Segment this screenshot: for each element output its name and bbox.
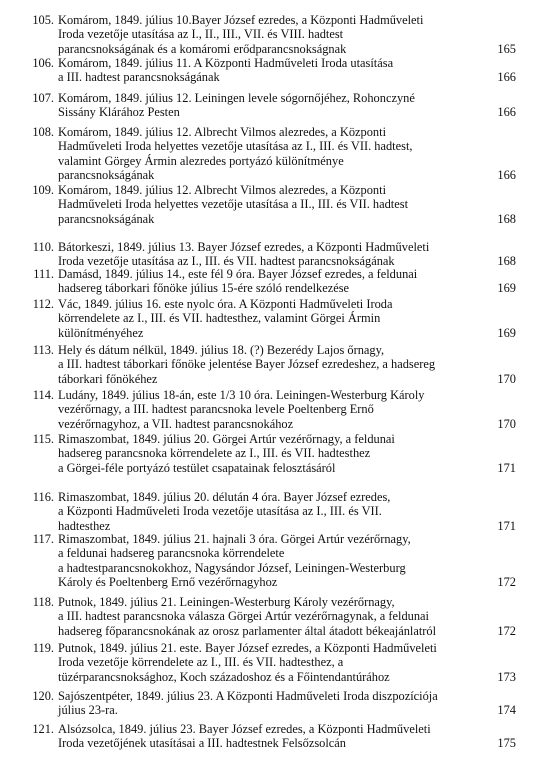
entry-page-number: 168 (497, 211, 516, 226)
entry-number: 116. (32, 490, 54, 504)
entry-page-number: 173 (497, 669, 516, 684)
entry-number: 107. (32, 91, 54, 105)
entry-page-number: 172 (497, 623, 516, 638)
entry-page-number: 169 (497, 281, 516, 296)
entry-text-line: a III. hadtest parancsnokságának (58, 70, 220, 85)
entry-text-line: hadtesthez (58, 518, 111, 533)
entry-number: 108. (32, 125, 54, 139)
entry-page-number: 165 (497, 41, 516, 56)
entry-text-line: hadsereg főparancsnokának az orosz parlamenter által átadott békeajánlatról (58, 623, 437, 638)
entry-text-line: parancsnokságának (58, 211, 155, 226)
entry-page-number: 171 (497, 518, 516, 533)
entry-text-line: a III. hadtest parancsnoka válasza Görgei Artúr vezérőrnagynak, a feldunai (58, 609, 429, 624)
entry-number: 119. (32, 641, 54, 655)
entry-text-line: Rimaszombat, 1849. július 20. Görgei Artúr vezérőrnagy, a feldunai (58, 432, 395, 446)
entry-text-line: a III. hadtest táborkari főnöke jelentése Bayer József ezredeshez, a hadsereg (58, 357, 436, 372)
entry-number: 110. (32, 240, 54, 254)
entry-text-line: Vác, 1849. július 16. este nyolc óra. A Központi Hadműveleti Iroda (58, 297, 393, 311)
entry-page-number: 166 (497, 168, 516, 183)
entry-number: 109. (32, 183, 54, 197)
entry-text-line: vezérőrnagy, a III. hadtest parancsnoka levele Poeltenberg Ernő (58, 402, 374, 417)
entry-number: 117. (32, 532, 54, 546)
entry-text-line: a Központi Hadműveleti Iroda vezetője utasítása az I., III. és VII. (58, 504, 382, 519)
entry-page-number: 169 (497, 325, 516, 340)
entry-text-line: a hadtestparancsnokokhoz, Nagysándor József, Leiningen-Westerburg (58, 560, 406, 575)
entry-page-number: 172 (497, 575, 516, 590)
entry-text-line: Putnok, 1849. július 21. este. Bayer József ezredes, a Központi Hadműveleti (58, 641, 437, 655)
entry-page-number: 175 (497, 736, 516, 751)
entry-number: 106. (32, 56, 54, 70)
entry-text-line: Hadműveleti Iroda helyettes vezetője utasítása a II., III. és VII. hadtest (58, 197, 409, 212)
entry-text-line: Komárom, 1849. július 11. A Központi Hadműveleti Iroda utasítása (58, 56, 394, 70)
entry-text-line: Sissány Klárához Pesten (58, 105, 180, 120)
entry-number: 121. (32, 722, 54, 736)
entry-number: 112. (32, 297, 54, 311)
entry-number: 111. (33, 267, 54, 281)
entry-text-line: Komárom, 1849. július 12. Albrecht Vilmos alezredes, a Központi (58, 125, 387, 139)
entry-text-line: Ludány, 1849. július 18-án, este 1/3 10 óra. Leiningen-Westerburg Károly (58, 388, 425, 402)
entry-text-line: Komárom, 1849. július 10.Bayer József ezredes, a Központi Hadműveleti (58, 13, 424, 27)
entry-text-line: Iroda vezetője utasítása az I., II., III., VII. és VIII. hadtest (58, 27, 344, 42)
entry-text-line: Rimaszombat, 1849. július 20. délután 4 óra. Bayer József ezredes, (58, 490, 391, 504)
entry-text-line: Putnok, 1849. július 21. Leiningen-Westerburg Károly vezérőrnagy, (58, 595, 395, 609)
entry-text-line: a Görgei-féle portyázó testület csapatainak felosztásáról (58, 460, 336, 475)
entry-number: 113. (32, 343, 54, 357)
entry-text-line: tüzérparancsnoksághoz, Koch századoshoz és a Főintendantúrához (58, 669, 390, 684)
entry-text-line: július 23-ra. (58, 703, 118, 718)
entry-page-number: 166 (497, 70, 516, 85)
entry-text-line: parancsnokságának (58, 168, 155, 183)
entry-text-line: Iroda vezetőjének utasításai a III. hadtestnek Felsőzsolcán (58, 736, 346, 751)
entry-text-line: parancsnokságának és a komáromi erődparancsnokságnak (58, 41, 347, 56)
entry-text-line: Bátorkeszi, 1849. július 13. Bayer József ezredes, a Központi Hadműveleti (58, 240, 430, 254)
entry-text-line: vezérőrnagyhoz, a VII. hadtest parancsnokához (58, 416, 294, 431)
entry-page-number: 171 (497, 460, 516, 475)
entry-text-line: táborkari főnökéhez (58, 371, 158, 386)
entry-text-line: Komárom, 1849. július 12. Albrecht Vilmos alezredes, a Központi (58, 183, 387, 197)
entry-page-number: 174 (497, 703, 516, 718)
entry-text-line: hadsereg táborkari főnöke július 15-ére szóló rendelkezése (58, 281, 350, 296)
entry-number: 120. (32, 689, 54, 703)
entry-text-line: valamint Görgey Ármin alezredes portyázó különítménye (58, 153, 344, 168)
entry-text-line: Hadműveleti Iroda helyettes vezetője utasítása az I., III. és VII. hadtest, (58, 139, 413, 154)
entry-page-number: 170 (497, 371, 516, 386)
entry-page-number: 168 (497, 254, 516, 269)
entry-page-number: 166 (497, 105, 516, 120)
entry-page-number: 170 (497, 416, 516, 431)
entry-text-line: Rimaszombat, 1849. július 21. hajnali 3 óra. Görgei Artúr vezérőrnagy, (58, 532, 411, 546)
entry-text-line: különítményéhez (58, 325, 144, 340)
entry-number: 118. (32, 595, 54, 609)
entry-text-line: hadsereg parancsnoka körrendelete az I., III. és VII. hadtesthez (58, 446, 371, 461)
entry-text-line: körrendelete az I., III. és VII. hadtesthez, valamint Görgei Ármin (58, 311, 381, 326)
entry-text-line: Alsózsolca, 1849. július 23. Bayer József ezredes, a Központi Hadműveleti (58, 722, 431, 736)
entry-text-line: Iroda vezetője utasítása az I., III. és VII. hadtest parancsnokságának (58, 254, 395, 269)
entry-number: 115. (32, 432, 54, 446)
entry-text-line: Károly és Poeltenberg Ernő vezérőrnagyhoz (58, 575, 278, 590)
entry-text-line: Damásd, 1849. július 14., este fél 9 óra. Bayer József ezredes, a feldunai (58, 267, 418, 281)
entry-text-line: Komárom, 1849. július 12. Leiningen levele sógornőjéhez, Rohonczyné (58, 91, 415, 105)
entry-text-line: Hely és dátum nélkül, 1849. július 18. (?) Bezerédy Lajos őrnagy, (58, 343, 385, 357)
entry-text-line: Sajószentpéter, 1849. július 23. A Központi Hadműveleti Iroda diszpozíciója (58, 689, 438, 703)
entry-text-line: a feldunai hadsereg parancsnoka körrendelete (58, 546, 285, 561)
entry-number: 105. (32, 13, 54, 27)
entry-text-line: Iroda vezetője körrendelete az I., III. és VII. hadtesthez, a (58, 655, 344, 670)
entry-number: 114. (32, 388, 54, 402)
